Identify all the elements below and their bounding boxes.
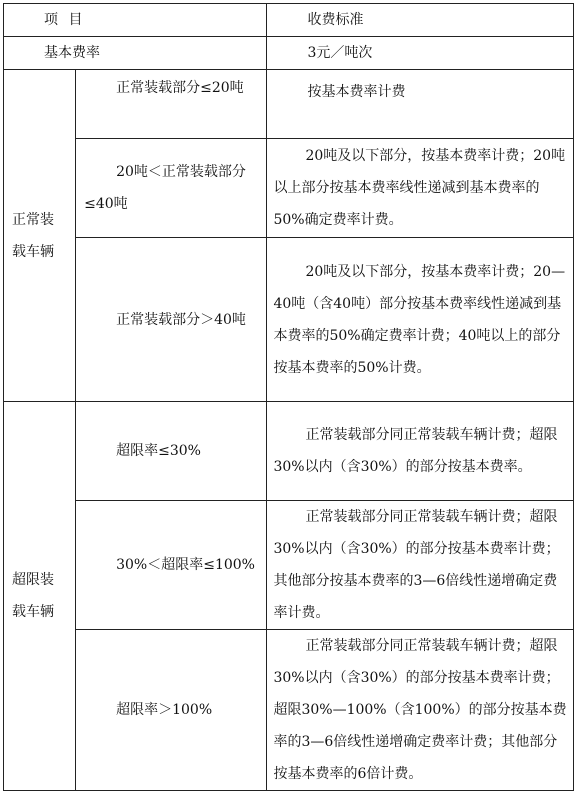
base-rate-row [4,37,574,70]
table-row [4,501,574,630]
condition-cell: 超限率＞100% [76,630,267,791]
header-standard: 收费标准 [267,4,574,37]
condition-cell: 20吨＜正常装载部分≤40吨 [76,139,267,238]
table-row [4,70,574,139]
standard-cell: 正常装载部分同正常装载车辆计费；超限30%以内（含30%）的部分按基本费率。 [267,402,574,501]
condition-cell: 正常装载部分≤20吨 [76,70,267,139]
header-item: 项 目 [4,4,267,37]
standard-cell: 按基本费率计费 [267,70,574,139]
standard-cell: 正常装载部分同正常装载车辆计费；超限30%以内（含30%）的部分按基本费率计费；超限30%—100%（含100%）的部分按基本费率的3—6倍线性递增确定费率计费；其他部分按基本费率的6倍计费。 [267,630,574,791]
table-row [4,238,574,402]
toll-rate-table [3,3,574,791]
condition-cell: 超限率≤30% [76,402,267,501]
standard-cell: 20吨及以下部分，按基本费率计费；20—40吨（含40吨）部分按基本费率线性递减到基本费率的50%确定费率计费；40吨以上的部分按基本费率的50%计费。 [267,238,574,402]
table-row [4,402,574,501]
condition-cell: 30%＜超限率≤100% [76,501,267,630]
table-row [4,630,574,791]
category-normal: 正常装载车辆 [4,70,76,402]
base-rate-label: 基本费率 [4,37,267,70]
base-rate-value: 3元／吨次 [267,37,574,70]
category-overload: 超限装载车辆 [4,402,76,791]
standard-cell: 正常装载部分同正常装载车辆计费；超限30%以内（含30%）的部分按基本费率计费；其他部分按基本费率的3—6倍线性递增确定费率计费。 [267,501,574,630]
table-header-row [4,4,574,37]
table-row [4,139,574,238]
standard-cell: 20吨及以下部分，按基本费率计费；20吨以上部分按基本费率线性递减到基本费率的50%确定费率计费。 [267,139,574,238]
condition-cell: 正常装载部分＞40吨 [76,238,267,402]
